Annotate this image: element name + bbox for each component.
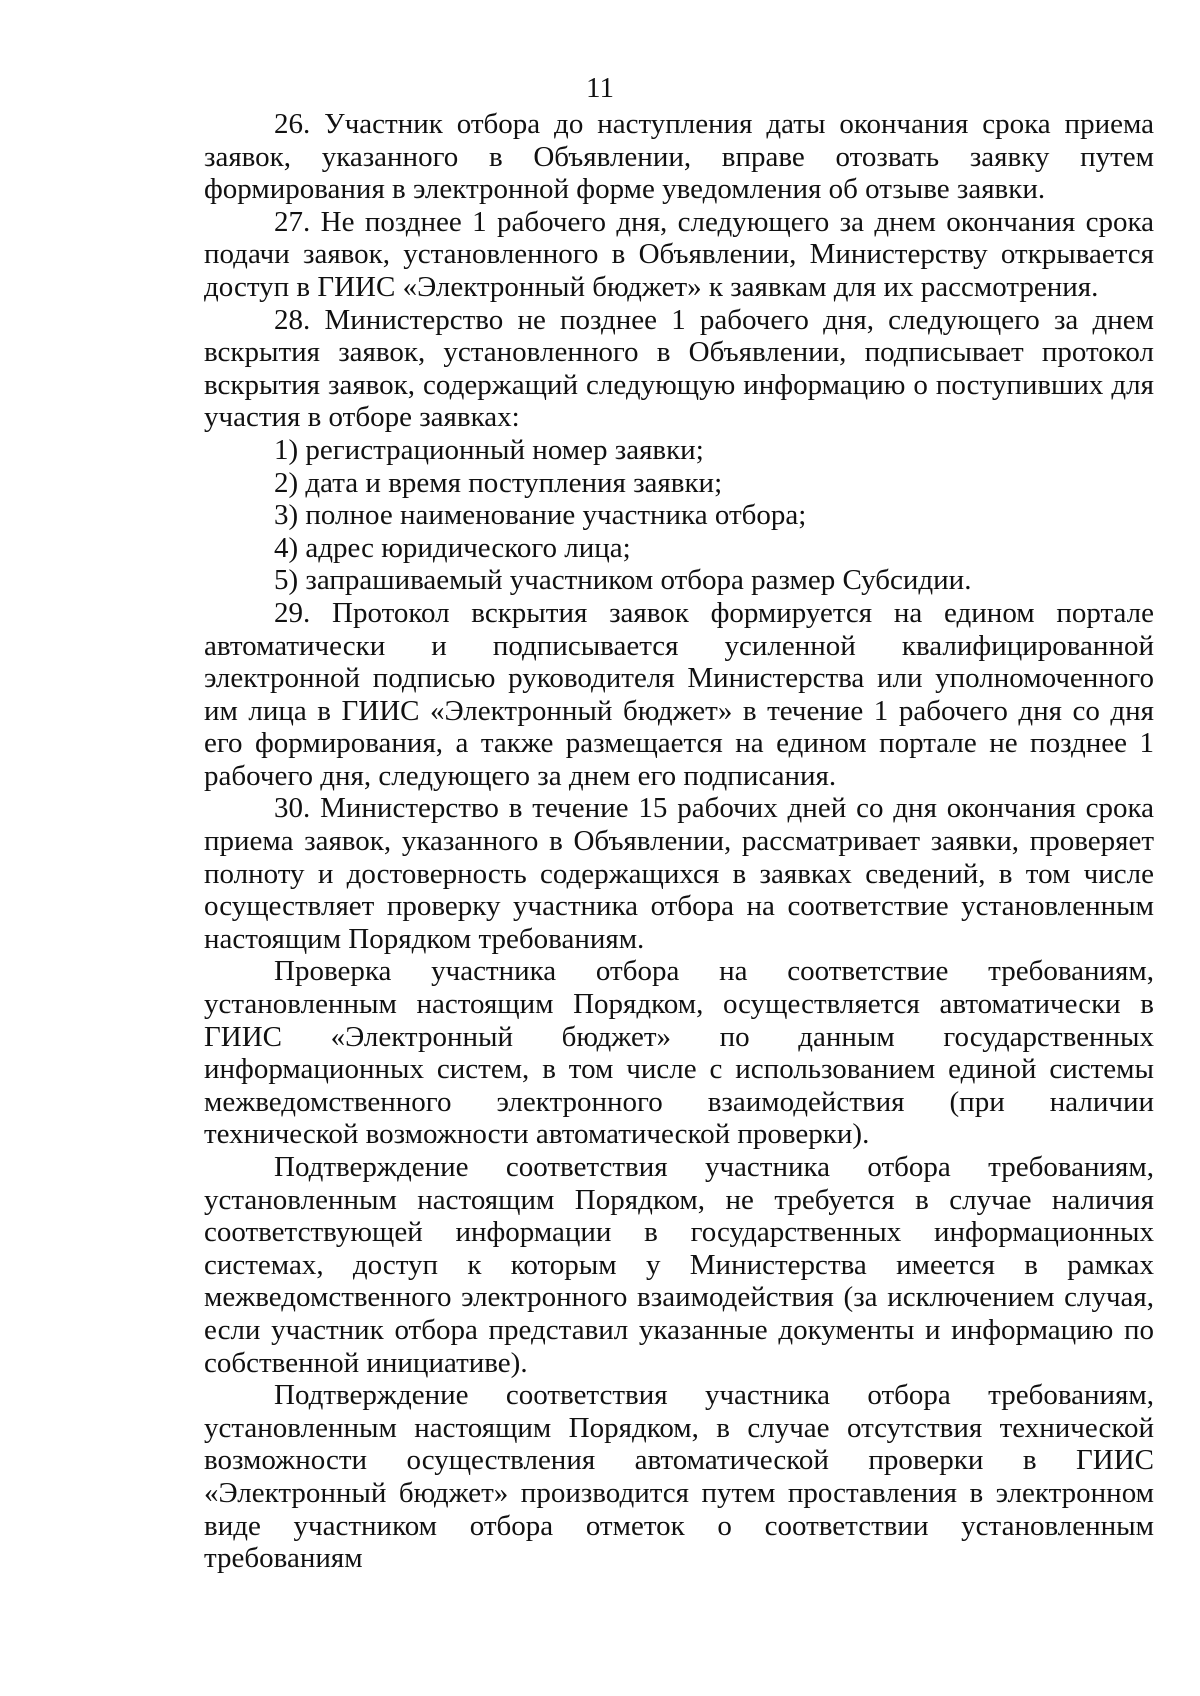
list-item-3: 3) полное наименование участника отбора; <box>274 499 807 532</box>
list-item-4: 4) адрес юридического лица; <box>274 531 631 564</box>
list-item-1: 1) регистрационный номер заявки; <box>274 433 704 466</box>
paragraph-27: 27. Не позднее 1 рабочего дня, следующего за днем окончания срока подачи заявок, установленного в Объявлении, Министерству открывается доступ в ГИИС «Электронный бюджет» к заявкам для их рассмотрения. <box>204 205 1154 303</box>
list-item-2: 2) дата и время поступления заявки; <box>274 466 723 499</box>
paragraph-28: 28. Министерство не позднее 1 рабочего дня, следующего за днем вскрытия заявок, установленного в Объявлении, подписывает протокол вскрытия заявок, содержащий следующую информацию о поступивших для участия в отборе заявках: <box>204 303 1154 434</box>
list-item-5: 5) запрашиваемый участником отбора размер Субсидии. <box>274 564 972 597</box>
document-body <box>204 108 1154 1575</box>
paragraph-26: 26. Участник отбора до наступления даты окончания срока приема заявок, указанного в Объявлении, вправе отозвать заявку путем формирования в электронной форме уведомления об отзыве заявки. <box>204 108 1154 206</box>
paragraph-30: 30. Министерство в течение 15 рабочих дней со дня окончания срока приема заявок, указанного в Объявлении, рассматривает заявки, проверяет полноту и достоверность содержащихся в заявках сведений, в том числе осуществляет проверку участника отбора на соответствие установленным настоящим Порядком требованиям. <box>204 792 1154 955</box>
paragraph-confirmation-manual: Подтверждение соответствия участника отбора требованиям, установленным настоящим Порядком, в случае отсутствия технической возможности осуществления автоматической проверки в ГИИС «Электронный бюджет» производится путем проставления в электронном виде участником отбора отметок о соответствии установленным требованиям <box>204 1379 1154 1575</box>
paragraph-verification: Проверка участника отбора на соответствие требованиям, установленным настоящим Порядком, осуществляется автоматически в ГИИС «Электронный бюджет» по данным государственных информационных систем, в том числе с использованием единой системы межведомственного электронного взаимодействия (при наличии технической возможности автоматической проверки). <box>204 955 1154 1151</box>
paragraph-confirmation-not-required: Подтверждение соответствия участника отбора требованиям, установленным настоящим Порядком, не требуется в случае наличия соответствующей информации в государственных информационных системах, доступ к которым у Министерства имеется в рамках межведомственного электронного взаимодействия (за исключением случая, если участник отбора представил указанные документы и информацию по собственной инициативе). <box>204 1151 1154 1379</box>
paragraph-29: 29. Протокол вскрытия заявок формируется на едином портале автоматически и подписывается усиленной квалифицированной электронной подписью руководителя Министерства или уполномоченного им лица в ГИИС «Электронный бюджет» в течение 1 рабочего дня со дня его формирования, а также размещается на едином портале не позднее 1 рабочего дня, следующего за днем его подписания. <box>204 596 1154 792</box>
page-number: 11 <box>586 72 614 104</box>
